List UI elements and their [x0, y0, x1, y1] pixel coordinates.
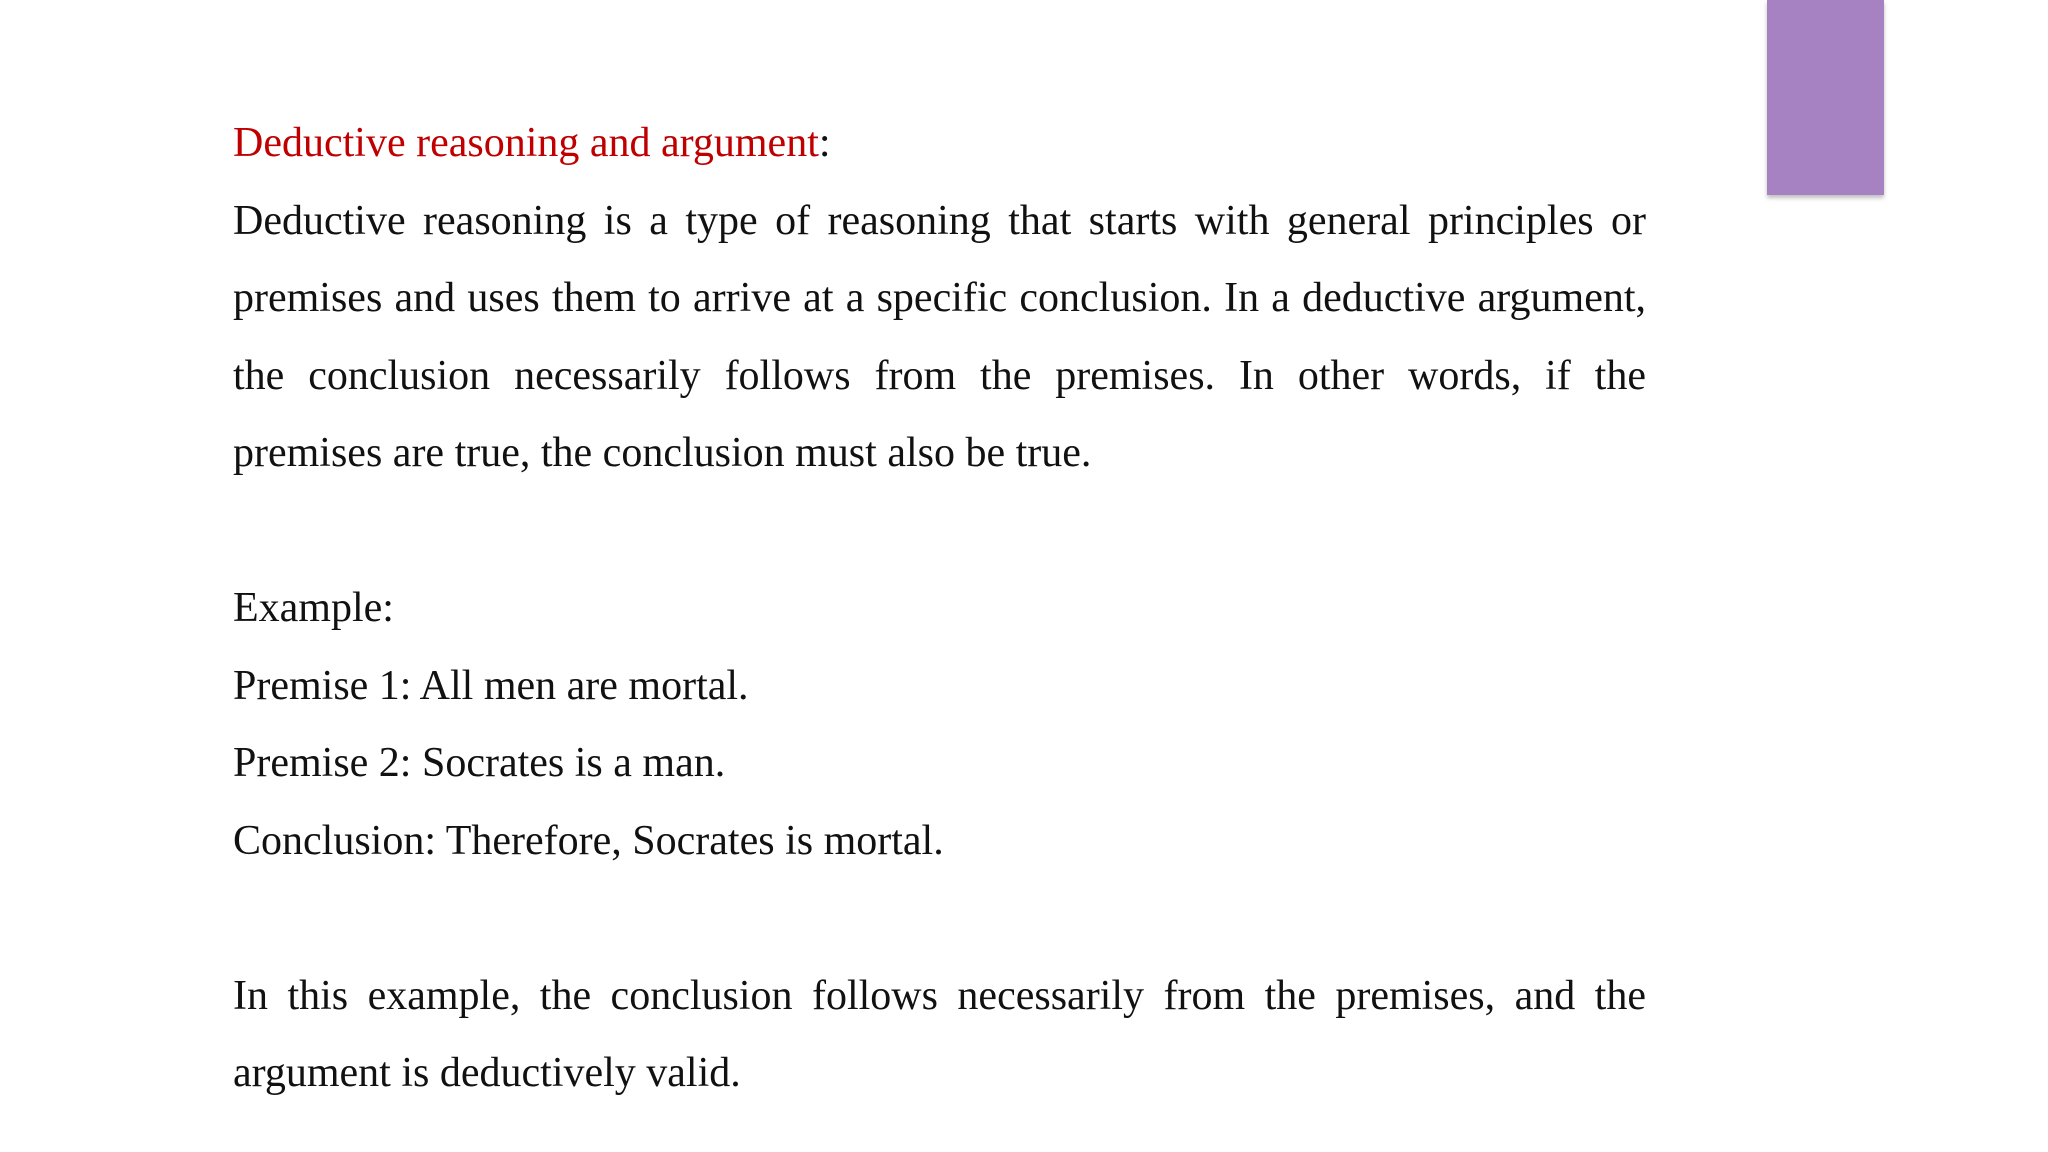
- heading-colon: :: [818, 120, 831, 166]
- premise-2: Premise 2: Socrates is a man.: [233, 740, 726, 786]
- premise-1: Premise 1: All men are mortal.: [233, 662, 749, 709]
- closing-paragraph: In this example, the conclusion follows necessarily from the premises, and the argument is deductively valid.: [233, 972, 1646, 1096]
- example-label: Example:: [233, 585, 394, 631]
- slide-content: [233, 105, 1646, 1113]
- spacer: [233, 880, 1646, 958]
- conclusion: Conclusion: Therefore, Socrates is mortal.: [233, 817, 944, 864]
- heading-text: Deductive reasoning and argument: [233, 120, 819, 166]
- accent-bar: [1767, 0, 1884, 195]
- definition-paragraph: Deductive reasoning is a type of reasoning that starts with general principles or premises and uses them to arrive at a specific conclusion. In a deductive argument, the conclusion necessarily follows from the premises. In other words, if the premises are true, the conclusion must also be true.: [233, 197, 1646, 476]
- spacer: [233, 493, 1646, 571]
- slide-heading: [233, 105, 1646, 183]
